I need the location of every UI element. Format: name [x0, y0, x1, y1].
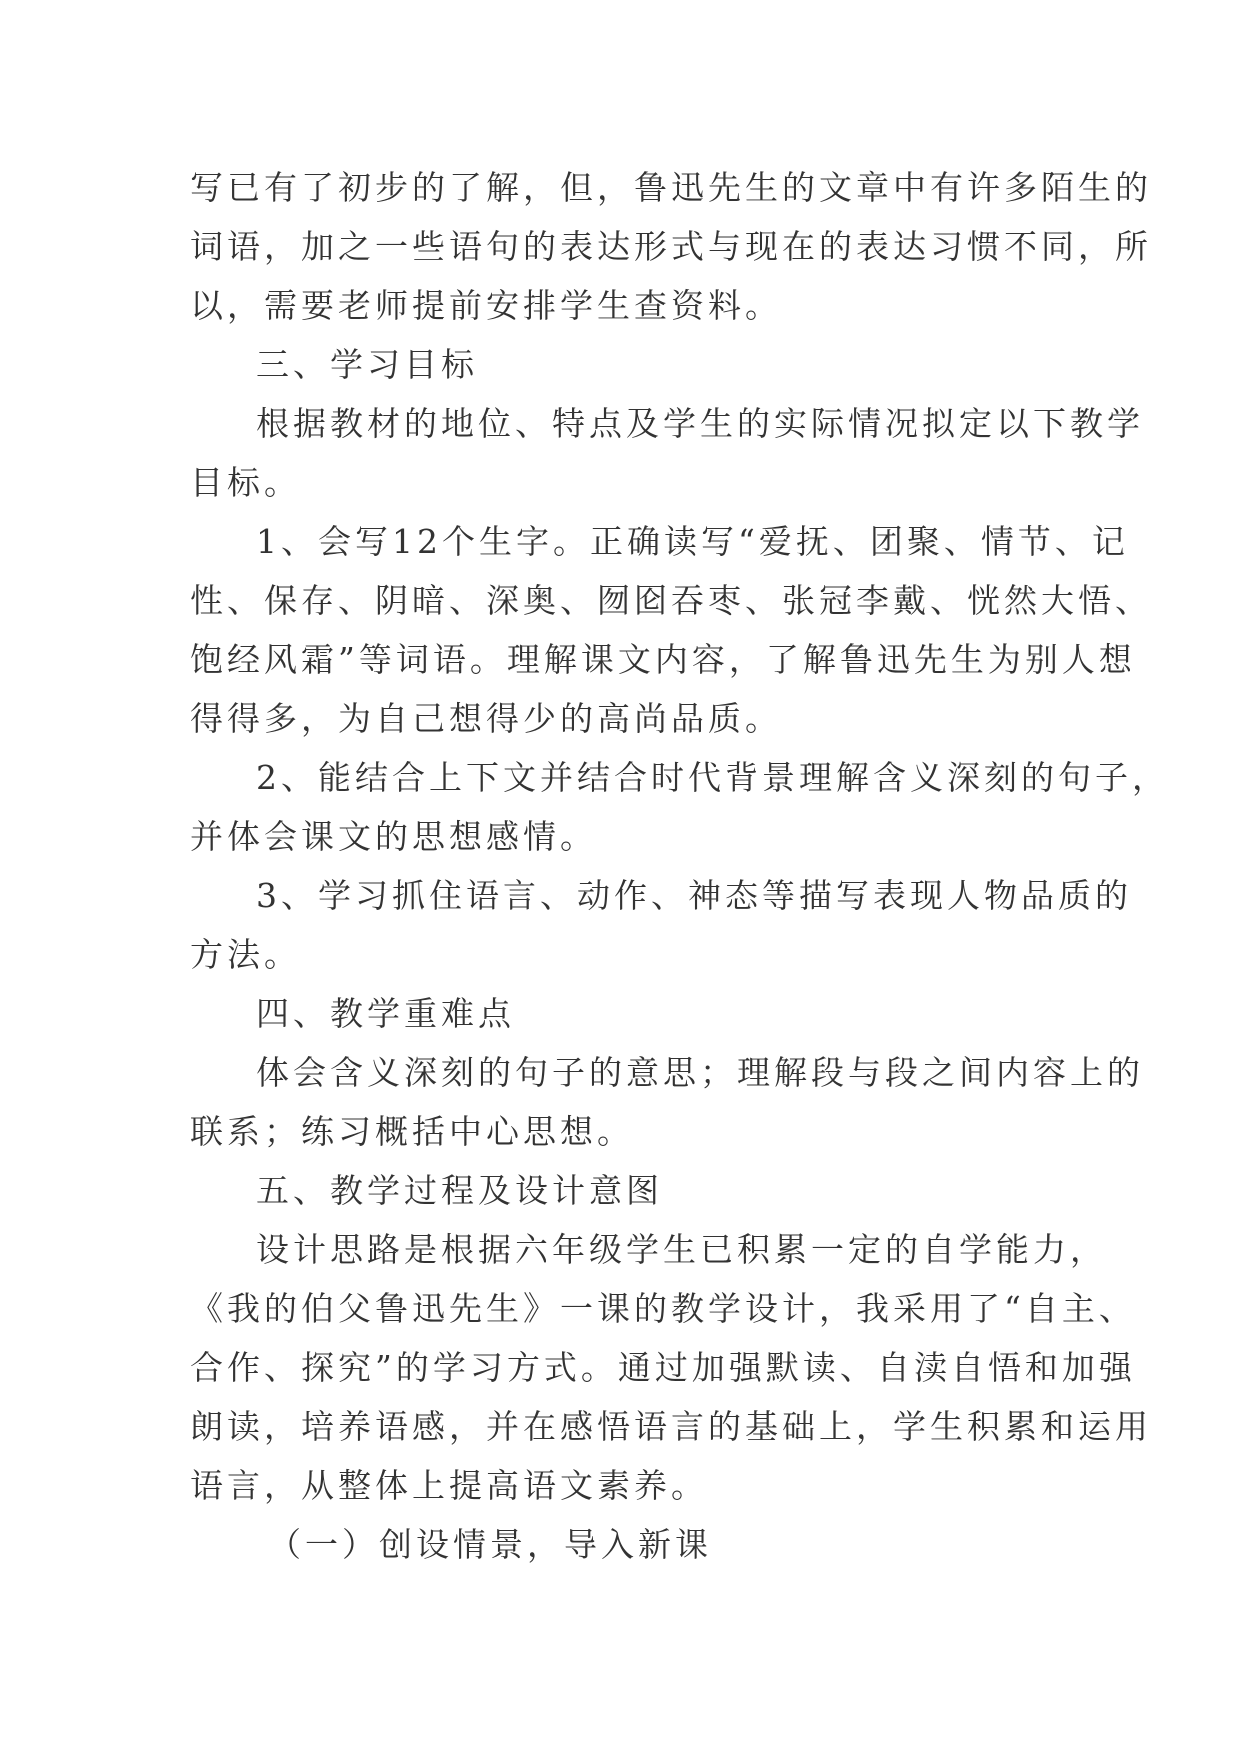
text-line: 写已有了初步的了解，但，鲁迅先生的文章中有许多陌生的: [190, 168, 1152, 207]
text-line: 合作、探究”的学习方式。通过加强默读、自渎自悟和加强: [190, 1348, 1136, 1387]
text-line: 《我的伯父鲁迅先生》一课的教学设计，我采用了“自主、: [190, 1289, 1136, 1328]
text-line: 以，需要老师提前安排学生查资料。: [190, 286, 782, 325]
body-text: [190, 158, 1169, 1574]
text-line: 饱经风霜”等词语。理解课文内容，了解鲁迅先生为别人想: [190, 640, 1136, 679]
text-line: 体会含义深刻的句子的意思；理解段与段之间内容上的: [256, 1053, 1144, 1092]
text-line: 得得多，为自己想得少的高尚品质。: [190, 699, 782, 738]
text-line: 根据教材的地位、特点及学生的实际情况拟定以下教学: [256, 404, 1144, 443]
text-line: 方法。: [190, 935, 301, 974]
text-line: 朗读，培养语感，并在感悟语言的基础上，学生积累和运用: [190, 1407, 1152, 1446]
text-line: 联系；练习概括中心思想。: [190, 1112, 634, 1151]
list-item-2: 2、能结合上下文并结合时代背景理解含义深刻的句子，: [256, 758, 1169, 797]
text-line: 目标。: [190, 463, 301, 502]
section-heading-teaching-process: 五、教学过程及设计意图: [256, 1171, 663, 1210]
section-heading-key-points: 四、教学重难点: [256, 994, 515, 1033]
list-item-1: 1、会写12个生字。正确读写“爱抚、团聚、情节、记: [256, 522, 1129, 561]
text-line: 语言，从整体上提高语文素养。: [190, 1466, 708, 1505]
section-heading-learning-goals: 三、学习目标: [256, 345, 478, 384]
text-line: 设计思路是根据六年级学生已积累一定的自学能力，: [256, 1230, 1107, 1269]
text-line: 性、保存、阴暗、深奥、囫囵吞枣、张冠李戴、恍然大悟、: [190, 581, 1152, 620]
subsection-heading-introduction: （一）创设情景，导入新课: [268, 1525, 712, 1564]
text-line: 并体会课文的思想感情。: [190, 817, 597, 856]
text-line: 词语，加之一些语句的表达形式与现在的表达习惯不同，所: [190, 227, 1152, 266]
list-item-3: 3、学习抓住语言、动作、神态等描写表现人物品质的: [256, 876, 1132, 915]
